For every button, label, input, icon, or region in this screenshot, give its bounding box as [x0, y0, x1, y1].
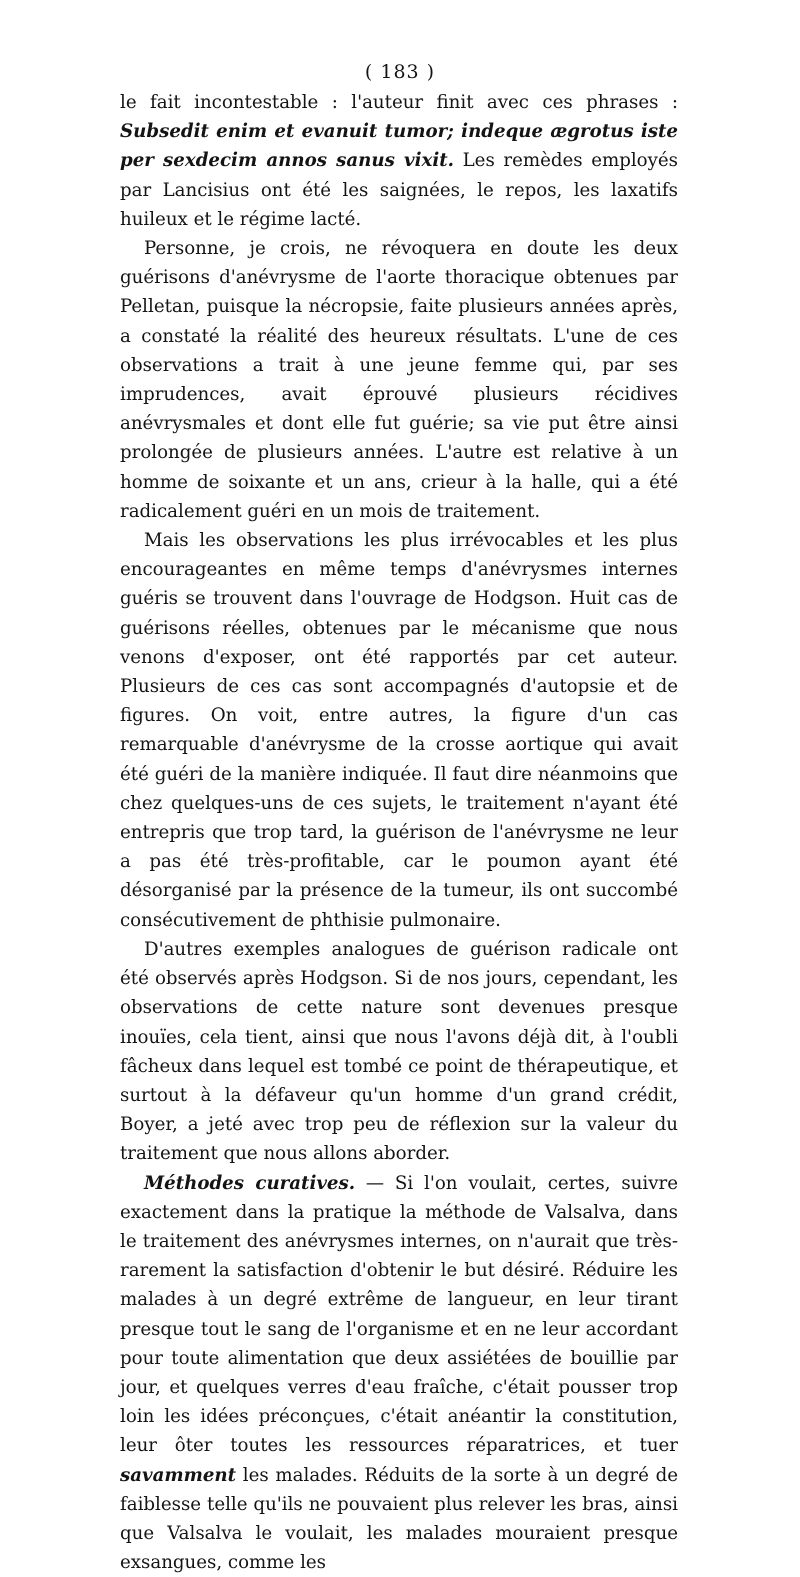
paragraph-1-end: Les remèdes employés par Lancisius ont été les saignées, le repos, les laxatifs huileux et le régime lacté.	[120, 150, 678, 230]
paragraph-1-start: le fait incontestable : l'auteur finit avec ces phrases :	[120, 92, 678, 113]
italic-word: savamment	[120, 1464, 237, 1486]
section-heading: Méthodes curatives.	[144, 1172, 356, 1194]
paragraph-5	[120, 1169, 678, 1577]
body-text	[120, 88, 678, 1577]
latin-quotation: Subsedit enim et evanuit tumor; indeque ægrotus iste per sexdecim annos sanus vixit.	[120, 121, 678, 172]
paragraph-5-end: les malades. Réduits de la sorte à un degré de faiblesse telle qu'ils ne pouvaient plus relever les bras, ainsi que Valsalva le voulait, les malades mouraient presque exsangues, comme les	[120, 1464, 678, 1574]
paragraph-5-start: — Si l'on voulait, certes, suivre exactement dans la pratique la méthode de Valsalva, dans le traitement des anévrysmes internes, on n'aurait que très-rarement la satisfaction d'obtenir le but désiré. Réduire les malades à un degré extrême de langueur, en leur tirant presque tout le sang de l'organisme et en ne leur accordant pour toute alimentation que deux assiétées de bouillie par jour, et quelques verres d'eau fraîche, c'était pousser trop loin les idées préconçues, c'était anéantir la constitution, leur ôter toutes les ressources réparatrices, et tuer	[120, 1172, 678, 1457]
paragraph-4: D'autres exemples analogues de guérison radicale ont été observés après Hodgson. Si de nos jours, cependant, les observations de cette nature sont devenues presque inouïes, cela tient, ainsi que nous l'avons déjà dit, à l'oubli fâcheux dans lequel est tombé ce point de thérapeutique, et surtout à la défaveur qu'un homme d'un grand crédit, Boyer, a jeté avec trop peu de réflexion sur la valeur du traitement que nous allons aborder.	[120, 938, 678, 1165]
paragraph-2: Personne, je crois, ne révoquera en doute les deux guérisons d'anévrysme de l'aorte thoracique obtenues par Pelletan, puisque la nécropsie, faite plusieurs années après, a constaté la réalité des heureux résultats. L'une de ces observations a trait à une jeune femme qui, par ses imprudences, avait éprouvé plusieurs récidives anévrysmales et dont elle fut guérie; sa vie put être ainsi prolongée de plusieurs années. L'autre est relative à un homme de soixante et un ans, crieur à la halle, qui a été radicalement guéri en un mois de traitement.	[120, 238, 678, 522]
paragraph-1	[120, 88, 678, 234]
paragraph-3: Mais les observations les plus irrévocables et les plus encourageantes en même temps d'anévrysmes internes guéris se trouvent dans l'ouvrage de Hodgson. Huit cas de guérisons réelles, obtenues par le mécanisme que nous venons d'exposer, ont été rapportés par cet auteur. Plusieurs de ces cas sont accompagnés d'autopsie et de figures. On voit, entre autres, la figure d'un cas remarquable d'anévrysme de la crosse aortique qui avait été guéri de la manière indiquée. Il faut dire néanmoins que chez quelques-uns de ces sujets, le traitement n'ayant été entrepris que trop tard, la guérison de l'anévrysme ne leur a pas été très-profitable, car le poumon ayant été désorganisé par la présence de la tumeur, ils ont succombé consécutivement de phthisie pulmonaire.	[120, 530, 678, 931]
page-number: ( 183 )	[364, 61, 436, 83]
